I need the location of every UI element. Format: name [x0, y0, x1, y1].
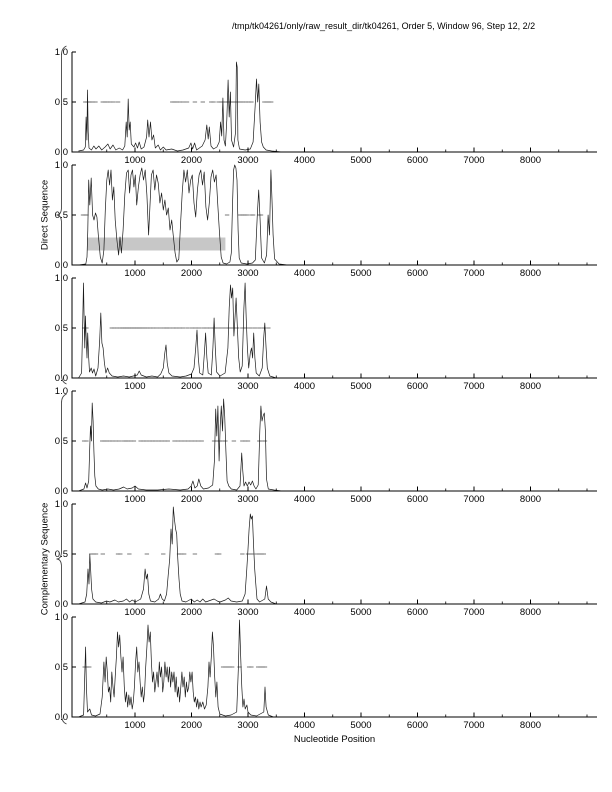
x-tick-label: 3000 [237, 494, 259, 505]
x-tick-label: 2000 [180, 268, 203, 279]
x-tick-label: 6000 [406, 155, 429, 166]
axes-frame [72, 617, 597, 717]
x-tick-label: 8000 [519, 607, 542, 618]
subplot-complementary-2 [55, 499, 597, 618]
x-tick-label: 8000 [519, 720, 542, 731]
x-tick-label: 7000 [463, 381, 485, 392]
x-tick-label: 3000 [237, 720, 259, 731]
y-tick-label: 0.0 [54, 260, 68, 272]
x-tick-label: 1000 [124, 607, 146, 618]
signal-line [79, 399, 593, 491]
subplot-complementary-3 [55, 612, 597, 731]
y-tick-label: 0.5 [54, 323, 68, 335]
group-label-complementary-sequence: Complementary Sequence [39, 502, 51, 616]
y-tick-label: 1.0 [54, 160, 68, 172]
x-tick-label: 3000 [237, 381, 259, 392]
x-tick-label: 6000 [406, 607, 429, 618]
x-tick-label: 5000 [350, 155, 372, 166]
y-tick-label: 0.0 [54, 712, 68, 724]
y-tick-label: 0.0 [54, 599, 68, 611]
x-tick-label: 5000 [350, 607, 372, 618]
x-tick-label: 7000 [463, 607, 485, 618]
x-tick-label: 2000 [180, 381, 203, 392]
subplot-complementary-1 [55, 386, 597, 505]
x-tick-label: 7000 [463, 720, 485, 731]
x-tick-label: 7000 [463, 155, 485, 166]
x-tick-label: 6000 [406, 720, 429, 731]
subplot-direct-3 [55, 273, 597, 392]
x-tick-label: 6000 [406, 268, 429, 279]
x-tick-label: 7000 [463, 268, 485, 279]
x-tick-label: 1000 [124, 155, 146, 166]
x-tick-label: 4000 [293, 155, 316, 166]
signal-line [79, 62, 593, 152]
group-label-direct-sequence: Direct Sequence [39, 179, 51, 251]
signal-line [79, 283, 593, 378]
x-tick-label: 2000 [180, 155, 203, 166]
x-tick-label: 2000 [180, 607, 203, 618]
y-tick-label: 0.0 [54, 147, 68, 159]
y-tick-label: 0.0 [54, 486, 68, 498]
x-tick-label: 2000 [180, 720, 203, 731]
x-tick-label: 6000 [406, 381, 429, 392]
page-title: /tmp/tk04261/only/raw_result_dir/tk04261, Order 5, Window 96, Step 12, 2/2 [232, 21, 536, 31]
x-tick-label: 1000 [124, 494, 146, 505]
x-tick-label: 2000 [180, 494, 203, 505]
x-tick-label: 3000 [237, 268, 259, 279]
x-tick-label: 6000 [406, 494, 429, 505]
y-tick-label: 0.5 [54, 210, 68, 222]
x-tick-label: 3000 [237, 155, 259, 166]
y-tick-label: 1.0 [54, 386, 68, 398]
y-tick-label: 0.5 [54, 97, 68, 109]
x-tick-label: 1000 [124, 268, 146, 279]
x-tick-label: 4000 [293, 381, 316, 392]
y-tick-label: 0.5 [54, 436, 68, 448]
x-tick-label: 1000 [124, 381, 146, 392]
x-tick-label: 5000 [350, 494, 372, 505]
x-tick-label: 4000 [293, 268, 316, 279]
x-tick-label: 8000 [519, 494, 542, 505]
x-tick-label: 4000 [293, 607, 316, 618]
x-tick-label: 1000 [124, 720, 146, 731]
y-tick-label: 1.0 [54, 499, 68, 511]
axes-frame [72, 52, 597, 152]
y-tick-label: 1.0 [54, 273, 68, 285]
y-tick-label: 0.0 [54, 373, 68, 385]
x-tick-label: 8000 [519, 381, 542, 392]
x-tick-label: 4000 [293, 720, 316, 731]
x-tick-label: 5000 [350, 720, 372, 731]
x-tick-label: 5000 [350, 268, 372, 279]
y-tick-label: 1.0 [54, 612, 68, 624]
subplot-direct-1 [55, 47, 597, 166]
axes-frame [72, 504, 597, 604]
y-tick-label: 0.5 [54, 662, 68, 674]
signal-line [79, 620, 593, 717]
signal-line [79, 507, 593, 604]
x-tick-label: 8000 [519, 155, 542, 166]
y-tick-label: 0.5 [54, 549, 68, 561]
x-tick-label: 8000 [519, 268, 542, 279]
y-tick-label: 1.0 [54, 47, 68, 59]
x-tick-label: 4000 [293, 494, 316, 505]
x-tick-label: 3000 [237, 607, 259, 618]
x-tick-label: 5000 [350, 381, 372, 392]
x-axis-label: Nucleotide Position [293, 734, 376, 745]
subplot-direct-2 [55, 160, 597, 279]
highlight-bar [87, 238, 225, 251]
x-tick-label: 7000 [463, 494, 485, 505]
